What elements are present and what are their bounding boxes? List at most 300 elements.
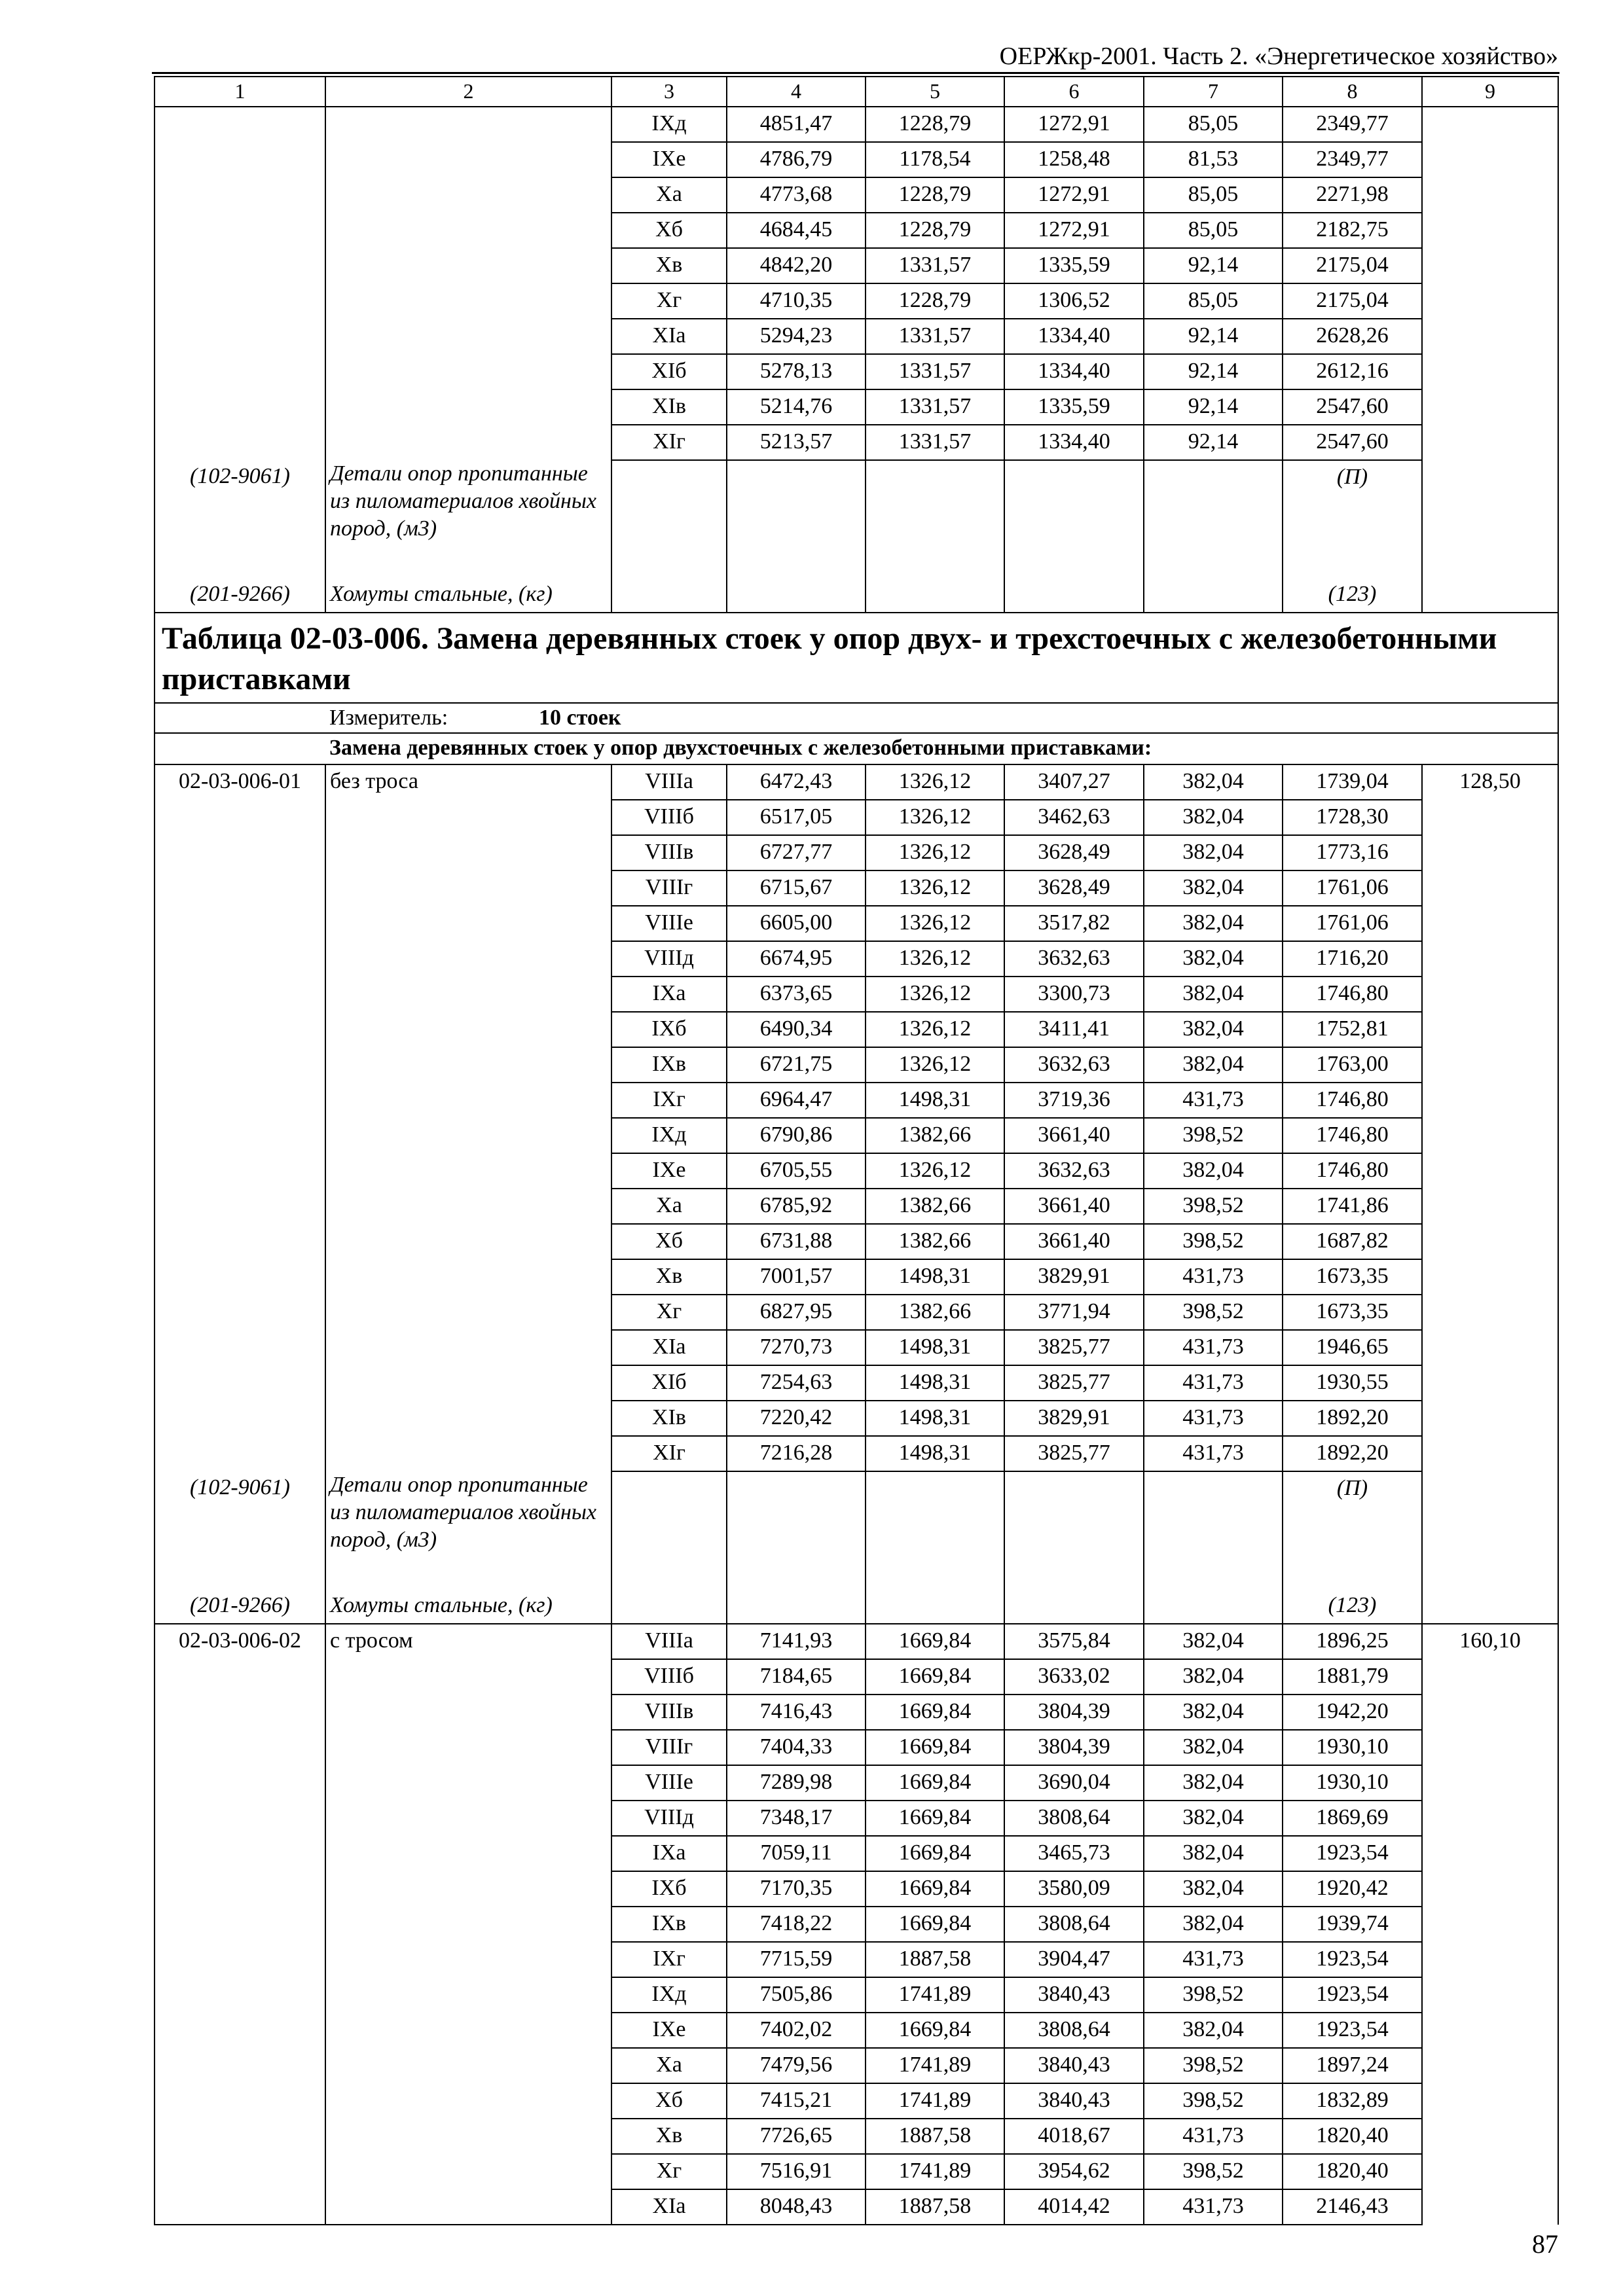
empty-cell	[727, 578, 866, 613]
value-cell: 7001,57	[727, 1259, 866, 1295]
value-cell: 6727,77	[727, 835, 866, 870]
value-cell: 1887,58	[866, 2189, 1004, 2225]
column-number-row	[155, 77, 1558, 107]
value-cell: 1228,79	[866, 107, 1004, 142]
value-cell: 7404,33	[727, 1730, 866, 1765]
value-cell: 1669,84	[866, 2013, 1004, 2048]
value-cell: 1228,79	[866, 177, 1004, 213]
value-cell: 5294,23	[727, 319, 866, 354]
value-cell: 1498,31	[866, 1436, 1004, 1471]
labor-cell	[1422, 800, 1558, 835]
labor-cell	[1422, 1907, 1558, 1942]
value-cell: 92,14	[1144, 354, 1283, 389]
name-cell	[325, 1977, 611, 2013]
value-cell: 4842,20	[727, 248, 866, 283]
labor-cell	[1422, 1295, 1558, 1330]
code-cell	[155, 1765, 325, 1801]
value-cell: 6790,86	[727, 1118, 866, 1153]
code-cell	[155, 1047, 325, 1083]
value-cell: 1930,10	[1283, 1730, 1422, 1765]
value-cell: 7348,17	[727, 1801, 866, 1836]
name-cell	[325, 1047, 611, 1083]
value-cell: 398,52	[1144, 1295, 1283, 1330]
value-cell: 3661,40	[1004, 1118, 1144, 1153]
name-cell: с тросом	[325, 1624, 611, 1659]
value-cell: 3462,63	[1004, 800, 1144, 835]
value-cell: 3633,02	[1004, 1659, 1144, 1695]
zone-cell: VIIIа	[611, 764, 727, 800]
zone-cell: XIг	[611, 425, 727, 460]
value-cell: 3840,43	[1004, 2083, 1144, 2119]
empty-cell	[727, 1471, 866, 1589]
table-row	[155, 354, 1558, 389]
value-cell: 3829,91	[1004, 1259, 1144, 1295]
value-cell: 7184,65	[727, 1659, 866, 1695]
material-row	[155, 1589, 1558, 1624]
table-title: Таблица 02-03-006. Замена деревянных стоек у опор двух- и трехстоечных с железобетонными приставками	[155, 613, 1558, 703]
value-cell: 3840,43	[1004, 2048, 1144, 2083]
value-cell: 3825,77	[1004, 1330, 1144, 1365]
value-cell: 3628,49	[1004, 870, 1144, 906]
value-cell: 7415,21	[727, 2083, 866, 2119]
material-name: Хомуты стальные, (кг)	[325, 578, 611, 613]
code-cell: 02-03-006-01	[155, 764, 325, 800]
table-row	[155, 2013, 1558, 2048]
code-cell	[155, 1695, 325, 1730]
code-cell	[155, 425, 325, 460]
value-cell: 8048,43	[727, 2189, 866, 2225]
value-cell: 6721,75	[727, 1047, 866, 1083]
empty-cell	[727, 1589, 866, 1624]
labor-cell: 128,50	[1422, 764, 1558, 800]
header-rule	[152, 72, 1559, 74]
table-row	[155, 425, 1558, 460]
labor-cell	[1422, 248, 1558, 283]
value-cell: 1887,58	[866, 2119, 1004, 2154]
labor-cell	[1422, 870, 1558, 906]
code-cell	[155, 319, 325, 354]
name-cell	[325, 2083, 611, 2119]
code-cell	[155, 283, 325, 319]
zone-cell: IXб	[611, 1012, 727, 1047]
value-cell: 5214,76	[727, 389, 866, 425]
name-cell	[325, 177, 611, 213]
empty-cell	[866, 460, 1004, 578]
value-cell: 1382,66	[866, 1189, 1004, 1224]
value-cell: 4014,42	[1004, 2189, 1144, 2225]
table-row	[155, 1436, 1558, 1471]
zone-cell: IXв	[611, 1907, 727, 1942]
name-cell	[325, 1365, 611, 1401]
zone-cell: IXв	[611, 1047, 727, 1083]
value-cell: 1326,12	[866, 1153, 1004, 1189]
zone-cell: Xг	[611, 1295, 727, 1330]
value-cell: 7220,42	[727, 1401, 866, 1436]
value-cell: 382,04	[1144, 1871, 1283, 1907]
empty-cell	[1144, 578, 1283, 613]
code-cell	[155, 906, 325, 941]
value-cell: 382,04	[1144, 1801, 1283, 1836]
labor-cell	[1422, 1695, 1558, 1730]
column-number: 5	[866, 77, 1004, 107]
section-row	[155, 733, 1558, 764]
zone-cell: VIIIб	[611, 800, 727, 835]
empty-cell	[1004, 1471, 1144, 1589]
value-cell: 6490,34	[727, 1012, 866, 1047]
labor-cell	[1422, 977, 1558, 1012]
value-cell: 1739,04	[1283, 764, 1422, 800]
section-title: Замена деревянных стоек у опор двухстоечных с железобетонными приставками:	[325, 733, 1558, 764]
value-cell: 1930,10	[1283, 1765, 1422, 1801]
labor-cell	[1422, 1047, 1558, 1083]
value-cell: 2175,04	[1283, 248, 1422, 283]
labor-cell	[1422, 425, 1558, 460]
value-cell: 3632,63	[1004, 1153, 1144, 1189]
table-row	[155, 1295, 1558, 1330]
value-cell: 382,04	[1144, 1695, 1283, 1730]
code-cell: 02-03-006-02	[155, 1624, 325, 1659]
value-cell: 431,73	[1144, 1401, 1283, 1436]
value-cell: 1228,79	[866, 213, 1004, 248]
name-cell	[325, 1401, 611, 1436]
zone-cell: XIг	[611, 1436, 727, 1471]
code-cell	[155, 2119, 325, 2154]
name-cell	[325, 2013, 611, 2048]
table-row	[155, 1659, 1558, 1695]
table-row	[155, 1083, 1558, 1118]
value-cell: 3575,84	[1004, 1624, 1144, 1659]
value-cell: 398,52	[1144, 2154, 1283, 2189]
labor-cell	[1422, 2154, 1558, 2189]
name-cell	[325, 1118, 611, 1153]
zone-cell: IXд	[611, 1118, 727, 1153]
value-cell: 1761,06	[1283, 870, 1422, 906]
zone-cell: IXа	[611, 1836, 727, 1871]
value-cell: 6674,95	[727, 941, 866, 977]
name-cell	[325, 319, 611, 354]
name-cell	[325, 283, 611, 319]
value-cell: 1741,89	[866, 2154, 1004, 2189]
value-cell: 3661,40	[1004, 1224, 1144, 1259]
table-row	[155, 1907, 1558, 1942]
zone-cell: IXд	[611, 107, 727, 142]
table-row	[155, 977, 1558, 1012]
value-cell: 382,04	[1144, 906, 1283, 941]
code-cell	[155, 1330, 325, 1365]
value-cell: 1923,54	[1283, 1942, 1422, 1977]
name-cell	[325, 1295, 611, 1330]
labor-cell	[1422, 2013, 1558, 2048]
measure-spacer	[155, 703, 325, 733]
column-number: 1	[155, 77, 325, 107]
value-cell: 1896,25	[1283, 1624, 1422, 1659]
zone-cell: Xа	[611, 177, 727, 213]
labor-cell	[1422, 460, 1558, 578]
name-cell	[325, 1224, 611, 1259]
measure-label: Измеритель:	[329, 706, 448, 730]
code-cell	[155, 1189, 325, 1224]
value-cell: 1498,31	[866, 1259, 1004, 1295]
table-row	[155, 389, 1558, 425]
value-cell: 3825,77	[1004, 1436, 1144, 1471]
zone-cell: XIб	[611, 354, 727, 389]
value-cell: 81,53	[1144, 142, 1283, 177]
value-cell: 1326,12	[866, 764, 1004, 800]
labor-cell	[1422, 2083, 1558, 2119]
table-row	[155, 906, 1558, 941]
code-cell	[155, 1083, 325, 1118]
value-cell: 2349,77	[1283, 107, 1422, 142]
table-row	[155, 1047, 1558, 1083]
table-row	[155, 1977, 1558, 2013]
material-name: Хомуты стальные, (кг)	[325, 1589, 611, 1624]
value-cell: 4773,68	[727, 177, 866, 213]
labor-cell	[1422, 1224, 1558, 1259]
value-cell: 3808,64	[1004, 1907, 1144, 1942]
value-cell: 1326,12	[866, 870, 1004, 906]
labor-cell	[1422, 941, 1558, 977]
code-cell	[155, 1836, 325, 1871]
code-cell	[155, 2013, 325, 2048]
value-cell: 1326,12	[866, 800, 1004, 835]
value-cell: 3690,04	[1004, 1765, 1144, 1801]
empty-cell	[727, 460, 866, 578]
value-cell: 1892,20	[1283, 1401, 1422, 1436]
code-cell	[155, 1659, 325, 1695]
zone-cell: VIIIа	[611, 1624, 727, 1659]
code-cell	[155, 1295, 325, 1330]
column-number: 9	[1422, 77, 1558, 107]
name-cell	[325, 906, 611, 941]
code-cell	[155, 2189, 325, 2225]
code-cell	[155, 1153, 325, 1189]
empty-cell	[1144, 460, 1283, 578]
value-cell: 6517,05	[727, 800, 866, 835]
name-cell	[325, 1695, 611, 1730]
value-cell: 1498,31	[866, 1365, 1004, 1401]
code-cell	[155, 2048, 325, 2083]
labor-cell: 160,10	[1422, 1624, 1558, 1659]
zone-cell: VIIIв	[611, 835, 727, 870]
value-cell: 6373,65	[727, 977, 866, 1012]
table-row	[155, 1118, 1558, 1153]
code-cell	[155, 248, 325, 283]
zone-cell: IXг	[611, 1942, 727, 1977]
value-cell: 1923,54	[1283, 1836, 1422, 1871]
value-cell: 2612,16	[1283, 354, 1422, 389]
value-cell: 1939,74	[1283, 1907, 1422, 1942]
labor-cell	[1422, 283, 1558, 319]
value-cell: 1335,59	[1004, 389, 1144, 425]
name-cell	[325, 107, 611, 142]
labor-cell	[1422, 319, 1558, 354]
value-cell: 1326,12	[866, 1012, 1004, 1047]
value-cell: 7254,63	[727, 1365, 866, 1401]
value-cell: 3804,39	[1004, 1695, 1144, 1730]
table-row	[155, 1153, 1558, 1189]
value-cell: 3840,43	[1004, 1977, 1144, 2013]
zone-cell: IXе	[611, 142, 727, 177]
zone-cell: VIIIв	[611, 1695, 727, 1730]
value-cell: 398,52	[1144, 1189, 1283, 1224]
value-cell: 7715,59	[727, 1942, 866, 1977]
zone-cell: Xв	[611, 2119, 727, 2154]
zone-cell: Xа	[611, 1189, 727, 1224]
value-cell: 1331,57	[866, 319, 1004, 354]
value-cell: 92,14	[1144, 319, 1283, 354]
name-cell	[325, 354, 611, 389]
labor-cell	[1422, 1977, 1558, 2013]
value-cell: 85,05	[1144, 177, 1283, 213]
table-row	[155, 248, 1558, 283]
code-cell	[155, 1365, 325, 1401]
material-row	[155, 460, 1558, 578]
name-cell	[325, 1436, 611, 1471]
table-row	[155, 1624, 1558, 1659]
labor-cell	[1422, 578, 1558, 613]
value-cell: 2547,60	[1283, 425, 1422, 460]
name-cell	[325, 213, 611, 248]
table-row	[155, 1801, 1558, 1836]
empty-cell	[866, 1471, 1004, 1589]
value-cell: 3808,64	[1004, 1801, 1144, 1836]
value-cell: 6715,67	[727, 870, 866, 906]
zone-cell: IXе	[611, 1153, 727, 1189]
empty-cell	[611, 1471, 727, 1589]
value-cell: 2175,04	[1283, 283, 1422, 319]
material-col8: (П)	[1283, 1471, 1422, 1589]
value-cell: 1923,54	[1283, 2013, 1422, 2048]
zone-cell: XIа	[611, 2189, 727, 2225]
material-row	[155, 1471, 1558, 1589]
labor-cell	[1422, 107, 1558, 142]
labor-cell	[1422, 906, 1558, 941]
value-cell: 431,73	[1144, 2189, 1283, 2225]
code-cell	[155, 941, 325, 977]
name-cell: без троса	[325, 764, 611, 800]
value-cell: 1331,57	[866, 248, 1004, 283]
name-cell	[325, 1330, 611, 1365]
value-cell: 382,04	[1144, 1047, 1283, 1083]
code-cell	[155, 389, 325, 425]
zone-cell: VIIIе	[611, 1765, 727, 1801]
value-cell: 3829,91	[1004, 1401, 1144, 1436]
value-cell: 7505,86	[727, 1977, 866, 2013]
zone-cell: VIIIд	[611, 941, 727, 977]
value-cell: 1869,69	[1283, 1801, 1422, 1836]
value-cell: 1326,12	[866, 941, 1004, 977]
table-row	[155, 941, 1558, 977]
zone-cell: IXб	[611, 1871, 727, 1907]
name-cell	[325, 248, 611, 283]
name-cell	[325, 977, 611, 1012]
column-number: 8	[1283, 77, 1422, 107]
labor-cell	[1422, 1330, 1558, 1365]
value-cell: 6705,55	[727, 1153, 866, 1189]
zone-cell: Xа	[611, 2048, 727, 2083]
labor-cell	[1422, 213, 1558, 248]
labor-cell	[1422, 142, 1558, 177]
value-cell: 1258,48	[1004, 142, 1144, 177]
value-cell: 7289,98	[727, 1765, 866, 1801]
value-cell: 382,04	[1144, 977, 1283, 1012]
name-cell	[325, 835, 611, 870]
value-cell: 6827,95	[727, 1295, 866, 1330]
labor-cell	[1422, 1401, 1558, 1436]
value-cell: 1498,31	[866, 1083, 1004, 1118]
labor-cell	[1422, 1259, 1558, 1295]
labor-cell	[1422, 1836, 1558, 1871]
value-cell: 6731,88	[727, 1224, 866, 1259]
code-cell	[155, 1730, 325, 1765]
value-cell: 3771,94	[1004, 1295, 1144, 1330]
value-cell: 382,04	[1144, 1153, 1283, 1189]
material-col8: (123)	[1283, 1589, 1422, 1624]
zone-cell: VIIIг	[611, 870, 727, 906]
empty-cell	[866, 578, 1004, 613]
value-cell: 1746,80	[1283, 977, 1422, 1012]
code-cell	[155, 1401, 325, 1436]
code-cell	[155, 1977, 325, 2013]
value-cell: 1272,91	[1004, 213, 1144, 248]
zone-cell: Xг	[611, 283, 727, 319]
value-cell: 3904,47	[1004, 1942, 1144, 1977]
value-cell: 6785,92	[727, 1189, 866, 1224]
value-cell: 3632,63	[1004, 941, 1144, 977]
name-cell	[325, 1153, 611, 1189]
value-cell: 1741,89	[866, 2083, 1004, 2119]
value-cell: 1763,00	[1283, 1047, 1422, 1083]
labor-cell	[1422, 1471, 1558, 1589]
code-cell	[155, 977, 325, 1012]
material-col8: (П)	[1283, 460, 1422, 578]
material-code: (201-9266)	[155, 578, 325, 613]
value-cell: 1746,80	[1283, 1083, 1422, 1118]
zone-cell: Xв	[611, 1259, 727, 1295]
table-row	[155, 283, 1558, 319]
name-cell	[325, 1189, 611, 1224]
table-row	[155, 1224, 1558, 1259]
value-cell: 3411,41	[1004, 1012, 1144, 1047]
value-cell: 7479,56	[727, 2048, 866, 2083]
value-cell: 1746,80	[1283, 1118, 1422, 1153]
value-cell: 1741,89	[866, 2048, 1004, 2083]
value-cell: 1923,54	[1283, 1977, 1422, 2013]
value-cell: 382,04	[1144, 800, 1283, 835]
table-row	[155, 1189, 1558, 1224]
name-cell	[325, 2119, 611, 2154]
name-cell	[325, 1942, 611, 1977]
value-cell: 1382,66	[866, 1224, 1004, 1259]
table-row	[155, 177, 1558, 213]
value-cell: 4684,45	[727, 213, 866, 248]
value-cell: 1746,80	[1283, 1153, 1422, 1189]
labor-cell	[1422, 835, 1558, 870]
empty-cell	[866, 1589, 1004, 1624]
value-cell: 1673,35	[1283, 1295, 1422, 1330]
value-cell: 3804,39	[1004, 1730, 1144, 1765]
value-cell: 1887,58	[866, 1942, 1004, 1977]
value-cell: 6964,47	[727, 1083, 866, 1118]
value-cell: 2271,98	[1283, 177, 1422, 213]
value-cell: 1881,79	[1283, 1659, 1422, 1695]
code-cell	[155, 1801, 325, 1836]
value-cell: 1331,57	[866, 425, 1004, 460]
zone-cell: Xб	[611, 1224, 727, 1259]
value-cell: 7270,73	[727, 1330, 866, 1365]
value-cell: 1335,59	[1004, 248, 1144, 283]
empty-cell	[1144, 1589, 1283, 1624]
